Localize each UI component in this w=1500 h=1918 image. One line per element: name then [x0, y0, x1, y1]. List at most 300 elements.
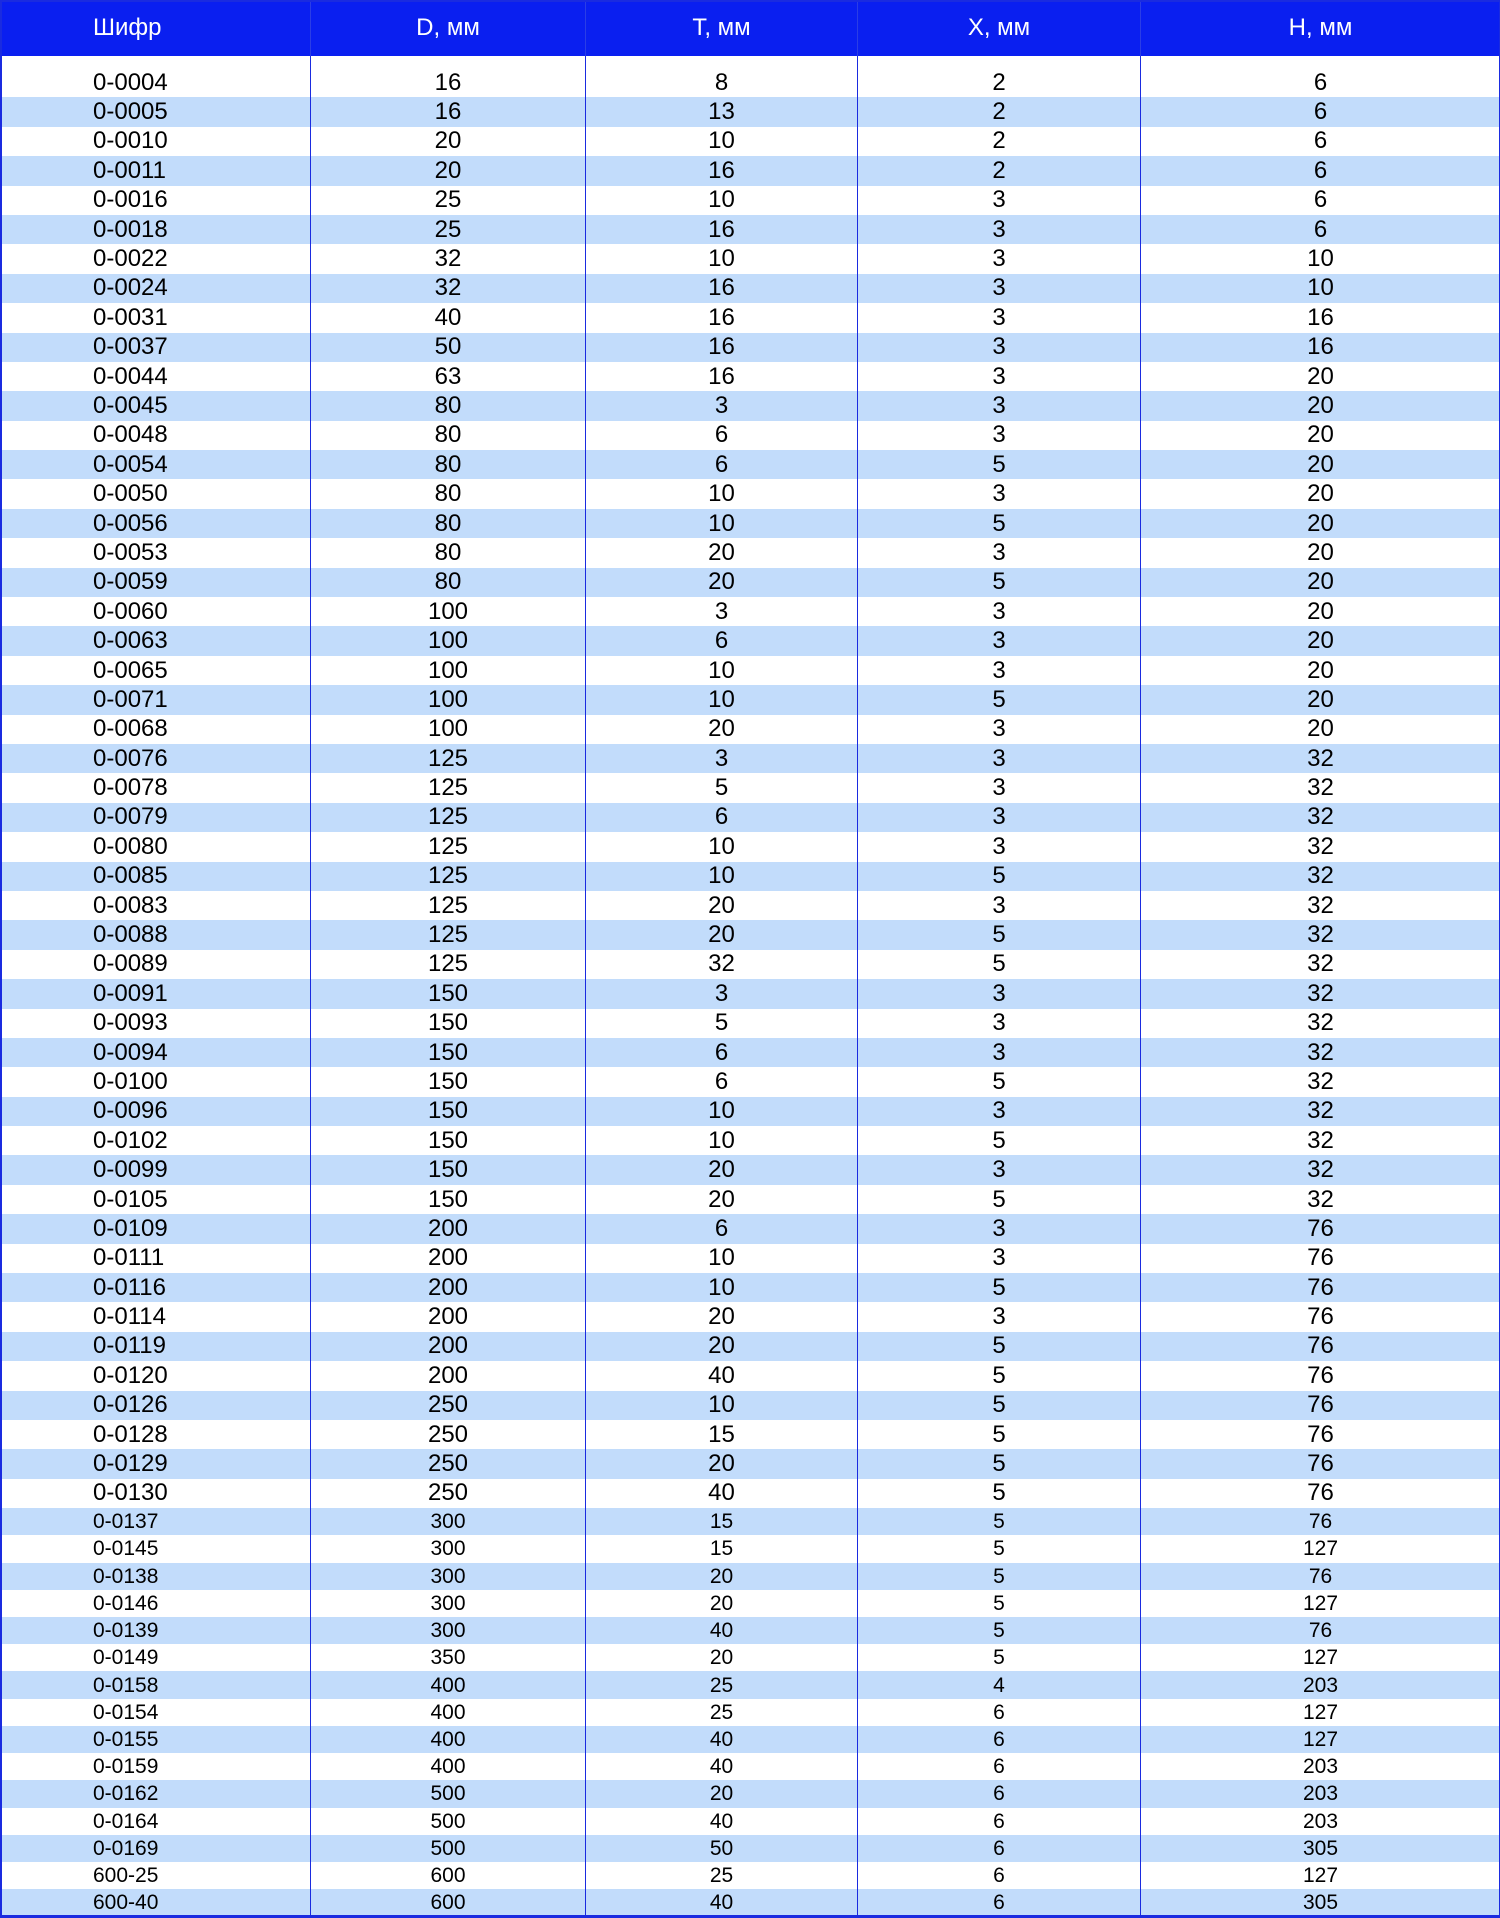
- cell-hole: 32: [1141, 891, 1500, 920]
- cell-hole: 10: [1141, 244, 1500, 273]
- cell-hole: 32: [1141, 1097, 1500, 1126]
- cell-diameter: 125: [311, 920, 586, 949]
- cell-code: 0-0120: [1, 1361, 311, 1390]
- table-row: [1, 1391, 1500, 1420]
- table-row: [1, 685, 1500, 714]
- cell-code: 0-0089: [1, 950, 311, 979]
- cell-x: 3: [858, 391, 1141, 420]
- cell-diameter: 500: [311, 1808, 586, 1835]
- table-row: [1, 950, 1500, 979]
- cell-hole: 6: [1141, 156, 1500, 185]
- table-row: [1, 979, 1500, 1008]
- table-row: [1, 1479, 1500, 1508]
- cell-code: 0-0059: [1, 568, 311, 597]
- cell-thickness: 6: [586, 1038, 858, 1067]
- table-row: [1, 1009, 1500, 1038]
- cell-x: 5: [858, 1449, 1141, 1478]
- cell-thickness: 10: [586, 244, 858, 273]
- cell-diameter: 125: [311, 950, 586, 979]
- cell-diameter: 400: [311, 1671, 586, 1698]
- table-row: [1, 1155, 1500, 1184]
- cell-hole: 20: [1141, 715, 1500, 744]
- cell-code: 0-0099: [1, 1155, 311, 1184]
- cell-code: 0-0130: [1, 1479, 311, 1508]
- cell-thickness: 20: [586, 1590, 858, 1617]
- cell-diameter: 63: [311, 362, 586, 391]
- cell-diameter: 200: [311, 1302, 586, 1331]
- table-row: [1, 538, 1500, 567]
- table-row: [1, 715, 1500, 744]
- table-row: [1, 1420, 1500, 1449]
- cell-thickness: 20: [586, 1302, 858, 1331]
- cell-x: 6: [858, 1808, 1141, 1835]
- cell-diameter: 50: [311, 333, 586, 362]
- cell-x: 3: [858, 362, 1141, 391]
- cell-thickness: 15: [586, 1508, 858, 1535]
- cell-code: 0-0158: [1, 1671, 311, 1698]
- cell-diameter: 100: [311, 626, 586, 655]
- cell-thickness: 6: [586, 1214, 858, 1243]
- cell-hole: 127: [1141, 1726, 1500, 1753]
- cell-code: 0-0109: [1, 1214, 311, 1243]
- table-row: [1, 1185, 1500, 1214]
- cell-code: 0-0100: [1, 1067, 311, 1096]
- table-row: [1, 68, 1500, 97]
- table-row: [1, 1835, 1500, 1862]
- cell-hole: 20: [1141, 656, 1500, 685]
- cell-thickness: 16: [586, 215, 858, 244]
- cell-hole: 76: [1141, 1563, 1500, 1590]
- cell-code: 0-0060: [1, 597, 311, 626]
- cell-thickness: 3: [586, 597, 858, 626]
- table-row: [1, 391, 1500, 420]
- table-row: [1, 1302, 1500, 1331]
- cell-code: 0-0056: [1, 509, 311, 538]
- cell-x: 2: [858, 156, 1141, 185]
- cell-code: 0-0079: [1, 803, 311, 832]
- cell-hole: 10: [1141, 274, 1500, 303]
- table-row: [1, 1699, 1500, 1726]
- cell-hole: 32: [1141, 1185, 1500, 1214]
- cell-hole: 203: [1141, 1671, 1500, 1698]
- cell-code: 0-0004: [1, 68, 311, 97]
- cell-hole: 16: [1141, 303, 1500, 332]
- cell-thickness: 40: [586, 1808, 858, 1835]
- cell-hole: 203: [1141, 1753, 1500, 1780]
- table-row: [1, 773, 1500, 802]
- table-row: [1, 568, 1500, 597]
- cell-code: 0-0005: [1, 97, 311, 126]
- cell-hole: 20: [1141, 597, 1500, 626]
- cell-thickness: 6: [586, 626, 858, 655]
- cell-code: 0-0065: [1, 656, 311, 685]
- header-hole: H, мм: [1141, 0, 1500, 56]
- cell-x: 3: [858, 656, 1141, 685]
- table-row: [1, 1508, 1500, 1535]
- cell-thickness: 20: [586, 538, 858, 567]
- cell-code: 0-0045: [1, 391, 311, 420]
- table-row: [1, 303, 1500, 332]
- cell-diameter: 300: [311, 1535, 586, 1562]
- cell-hole: 6: [1141, 127, 1500, 156]
- table-row: [1, 1862, 1500, 1889]
- cell-thickness: 5: [586, 1009, 858, 1038]
- spacer-cell: [858, 56, 1141, 68]
- cell-thickness: 40: [586, 1726, 858, 1753]
- cell-x: 5: [858, 1273, 1141, 1302]
- cell-code: 0-0083: [1, 891, 311, 920]
- cell-code: 0-0010: [1, 127, 311, 156]
- cell-diameter: 300: [311, 1590, 586, 1617]
- table-row: [1, 1361, 1500, 1390]
- cell-x: 6: [858, 1889, 1141, 1917]
- cell-x: 3: [858, 1155, 1141, 1184]
- cell-code: 0-0037: [1, 333, 311, 362]
- table-row: [1, 1214, 1500, 1243]
- cell-x: 6: [858, 1726, 1141, 1753]
- cell-code: 0-0044: [1, 362, 311, 391]
- cell-hole: 76: [1141, 1332, 1500, 1361]
- cell-code: 0-0145: [1, 1535, 311, 1562]
- cell-diameter: 250: [311, 1391, 586, 1420]
- cell-thickness: 10: [586, 685, 858, 714]
- cell-thickness: 10: [586, 656, 858, 685]
- cell-thickness: 3: [586, 744, 858, 773]
- table-row: [1, 215, 1500, 244]
- cell-diameter: 16: [311, 97, 586, 126]
- cell-code: 0-0085: [1, 862, 311, 891]
- table-row: [1, 1644, 1500, 1671]
- cell-diameter: 20: [311, 127, 586, 156]
- cell-code: 0-0105: [1, 1185, 311, 1214]
- cell-thickness: 40: [586, 1361, 858, 1390]
- cell-diameter: 25: [311, 186, 586, 215]
- table-row: [1, 450, 1500, 479]
- cell-x: 3: [858, 333, 1141, 362]
- cell-hole: 16: [1141, 333, 1500, 362]
- table-row: [1, 803, 1500, 832]
- cell-diameter: 125: [311, 891, 586, 920]
- cell-diameter: 125: [311, 744, 586, 773]
- cell-hole: 127: [1141, 1699, 1500, 1726]
- cell-x: 6: [858, 1835, 1141, 1862]
- cell-diameter: 150: [311, 1097, 586, 1126]
- cell-code: 0-0129: [1, 1449, 311, 1478]
- cell-diameter: 150: [311, 1155, 586, 1184]
- cell-hole: 20: [1141, 421, 1500, 450]
- cell-x: 5: [858, 1185, 1141, 1214]
- cell-diameter: 250: [311, 1449, 586, 1478]
- cell-x: 3: [858, 803, 1141, 832]
- table-row: [1, 97, 1500, 126]
- cell-thickness: 20: [586, 891, 858, 920]
- cell-hole: 32: [1141, 950, 1500, 979]
- cell-diameter: 150: [311, 979, 586, 1008]
- table-row: [1, 1097, 1500, 1126]
- cell-x: 3: [858, 421, 1141, 450]
- cell-hole: 76: [1141, 1244, 1500, 1273]
- cell-x: 3: [858, 773, 1141, 802]
- table-row: [1, 186, 1500, 215]
- cell-diameter: 200: [311, 1332, 586, 1361]
- cell-thickness: 40: [586, 1479, 858, 1508]
- cell-diameter: 600: [311, 1862, 586, 1889]
- cell-thickness: 5: [586, 773, 858, 802]
- cell-code: 0-0155: [1, 1726, 311, 1753]
- table-row: [1, 656, 1500, 685]
- cell-thickness: 25: [586, 1671, 858, 1698]
- cell-hole: 20: [1141, 509, 1500, 538]
- cell-code: 0-0137: [1, 1508, 311, 1535]
- cell-x: 3: [858, 538, 1141, 567]
- cell-x: 5: [858, 1067, 1141, 1096]
- cell-thickness: 16: [586, 362, 858, 391]
- cell-diameter: 150: [311, 1067, 586, 1096]
- cell-x: 3: [858, 626, 1141, 655]
- cell-hole: 32: [1141, 1009, 1500, 1038]
- cell-hole: 203: [1141, 1808, 1500, 1835]
- cell-hole: 32: [1141, 832, 1500, 861]
- table-row: [1, 1590, 1500, 1617]
- cell-code: 0-0128: [1, 1420, 311, 1449]
- cell-thickness: 25: [586, 1699, 858, 1726]
- cell-code: 0-0149: [1, 1644, 311, 1671]
- cell-hole: 20: [1141, 450, 1500, 479]
- table-row: [1, 744, 1500, 773]
- cell-thickness: 10: [586, 479, 858, 508]
- cell-x: 5: [858, 1420, 1141, 1449]
- spacer-cell: [586, 56, 858, 68]
- cell-thickness: 16: [586, 156, 858, 185]
- cell-hole: 32: [1141, 773, 1500, 802]
- cell-thickness: 15: [586, 1420, 858, 1449]
- cell-x: 3: [858, 744, 1141, 773]
- cell-hole: 32: [1141, 920, 1500, 949]
- cell-diameter: 150: [311, 1126, 586, 1155]
- cell-hole: 76: [1141, 1479, 1500, 1508]
- cell-diameter: 40: [311, 303, 586, 332]
- cell-code: 0-0094: [1, 1038, 311, 1067]
- table-row: [1, 1726, 1500, 1753]
- cell-hole: 32: [1141, 1067, 1500, 1096]
- cell-diameter: 100: [311, 597, 586, 626]
- cell-x: 3: [858, 215, 1141, 244]
- cell-x: 5: [858, 1508, 1141, 1535]
- cell-x: 3: [858, 479, 1141, 508]
- table-row: [1, 1617, 1500, 1644]
- cell-diameter: 500: [311, 1780, 586, 1807]
- cell-hole: 6: [1141, 68, 1500, 97]
- cell-code: 0-0164: [1, 1808, 311, 1835]
- table-row: [1, 626, 1500, 655]
- cell-code: 0-0076: [1, 744, 311, 773]
- cell-diameter: 200: [311, 1361, 586, 1390]
- cell-diameter: 125: [311, 832, 586, 861]
- table-body: [1, 56, 1500, 1917]
- cell-hole: 76: [1141, 1273, 1500, 1302]
- cell-thickness: 10: [586, 1391, 858, 1420]
- cell-x: 4: [858, 1671, 1141, 1698]
- cell-hole: 76: [1141, 1302, 1500, 1331]
- cell-x: 6: [858, 1753, 1141, 1780]
- table-row: [1, 597, 1500, 626]
- cell-code: 0-0050: [1, 479, 311, 508]
- cell-thickness: 16: [586, 333, 858, 362]
- cell-hole: 20: [1141, 479, 1500, 508]
- cell-thickness: 10: [586, 1097, 858, 1126]
- cell-x: 5: [858, 685, 1141, 714]
- cell-thickness: 25: [586, 1862, 858, 1889]
- cell-x: 5: [858, 862, 1141, 891]
- cell-thickness: 6: [586, 421, 858, 450]
- cell-code: 0-0016: [1, 186, 311, 215]
- cell-hole: 76: [1141, 1361, 1500, 1390]
- cell-hole: 6: [1141, 215, 1500, 244]
- cell-hole: 127: [1141, 1862, 1500, 1889]
- cell-x: 6: [858, 1699, 1141, 1726]
- cell-diameter: 80: [311, 421, 586, 450]
- cell-diameter: 200: [311, 1214, 586, 1243]
- table-row: [1, 920, 1500, 949]
- cell-x: 3: [858, 1214, 1141, 1243]
- cell-thickness: 10: [586, 832, 858, 861]
- cell-hole: 127: [1141, 1644, 1500, 1671]
- cell-x: 5: [858, 568, 1141, 597]
- cell-thickness: 50: [586, 1835, 858, 1862]
- cell-x: 5: [858, 509, 1141, 538]
- table-row: [1, 156, 1500, 185]
- cell-x: 3: [858, 1009, 1141, 1038]
- cell-thickness: 40: [586, 1889, 858, 1917]
- cell-hole: 76: [1141, 1420, 1500, 1449]
- cell-diameter: 80: [311, 450, 586, 479]
- cell-diameter: 80: [311, 479, 586, 508]
- spacer-cell: [311, 56, 586, 68]
- cell-code: 0-0119: [1, 1332, 311, 1361]
- cell-diameter: 32: [311, 274, 586, 303]
- table-row: [1, 1889, 1500, 1917]
- cell-thickness: 13: [586, 97, 858, 126]
- cell-diameter: 20: [311, 156, 586, 185]
- cell-diameter: 300: [311, 1508, 586, 1535]
- cell-code: 0-0078: [1, 773, 311, 802]
- cell-hole: 76: [1141, 1508, 1500, 1535]
- table-row: [1, 1535, 1500, 1562]
- cell-x: 5: [858, 1535, 1141, 1562]
- cell-x: 3: [858, 597, 1141, 626]
- cell-diameter: 400: [311, 1753, 586, 1780]
- table-row: [1, 1126, 1500, 1155]
- cell-thickness: 20: [586, 1185, 858, 1214]
- cell-thickness: 10: [586, 509, 858, 538]
- cell-x: 6: [858, 1862, 1141, 1889]
- cell-code: 0-0018: [1, 215, 311, 244]
- cell-x: 3: [858, 1244, 1141, 1273]
- cell-code: 0-0011: [1, 156, 311, 185]
- cell-diameter: 100: [311, 685, 586, 714]
- cell-hole: 32: [1141, 1155, 1500, 1184]
- cell-diameter: 16: [311, 68, 586, 97]
- table-row: [1, 1244, 1500, 1273]
- cell-x: 5: [858, 1644, 1141, 1671]
- cell-thickness: 20: [586, 920, 858, 949]
- cell-x: 5: [858, 920, 1141, 949]
- cell-code: 0-0114: [1, 1302, 311, 1331]
- cell-diameter: 350: [311, 1644, 586, 1671]
- cell-thickness: 10: [586, 1244, 858, 1273]
- table-row: [1, 362, 1500, 391]
- cell-x: 5: [858, 1563, 1141, 1590]
- cell-code: 0-0091: [1, 979, 311, 1008]
- table-row: [1, 1671, 1500, 1698]
- cell-hole: 20: [1141, 362, 1500, 391]
- cell-code: 0-0102: [1, 1126, 311, 1155]
- table-row: [1, 1332, 1500, 1361]
- cell-diameter: 300: [311, 1563, 586, 1590]
- header-thickness: T, мм: [586, 0, 858, 56]
- cell-code: 0-0031: [1, 303, 311, 332]
- cell-diameter: 80: [311, 568, 586, 597]
- cell-x: 2: [858, 97, 1141, 126]
- cell-diameter: 25: [311, 215, 586, 244]
- cell-code: 0-0162: [1, 1780, 311, 1807]
- cell-x: 3: [858, 1302, 1141, 1331]
- cell-hole: 76: [1141, 1617, 1500, 1644]
- cell-code: 0-0169: [1, 1835, 311, 1862]
- table-row: [1, 509, 1500, 538]
- table-row: [1, 333, 1500, 362]
- cell-code: 0-0111: [1, 1244, 311, 1273]
- cell-hole: 32: [1141, 803, 1500, 832]
- cell-thickness: 10: [586, 1273, 858, 1302]
- cell-x: 6: [858, 1780, 1141, 1807]
- table-row: [1, 891, 1500, 920]
- cell-diameter: 600: [311, 1889, 586, 1917]
- spacer-cell: [1, 56, 311, 68]
- table-row: [1, 1563, 1500, 1590]
- cell-code: 600-25: [1, 1862, 311, 1889]
- cell-diameter: 500: [311, 1835, 586, 1862]
- header-x: X, мм: [858, 0, 1141, 56]
- cell-thickness: 6: [586, 1067, 858, 1096]
- cell-code: 0-0048: [1, 421, 311, 450]
- table-header-row: [1, 0, 1500, 56]
- cell-diameter: 250: [311, 1420, 586, 1449]
- cell-thickness: 32: [586, 950, 858, 979]
- cell-x: 3: [858, 303, 1141, 332]
- cell-code: 0-0053: [1, 538, 311, 567]
- cell-thickness: 10: [586, 1126, 858, 1155]
- cell-x: 3: [858, 891, 1141, 920]
- table-row: [1, 1038, 1500, 1067]
- cell-x: 5: [858, 1590, 1141, 1617]
- cell-x: 3: [858, 1038, 1141, 1067]
- cell-diameter: 150: [311, 1009, 586, 1038]
- cell-code: 0-0096: [1, 1097, 311, 1126]
- cell-hole: 76: [1141, 1449, 1500, 1478]
- cell-hole: 20: [1141, 391, 1500, 420]
- cell-hole: 76: [1141, 1214, 1500, 1243]
- cell-diameter: 32: [311, 244, 586, 273]
- cell-diameter: 400: [311, 1726, 586, 1753]
- table-row: [1, 832, 1500, 861]
- cell-diameter: 300: [311, 1617, 586, 1644]
- cell-diameter: 125: [311, 803, 586, 832]
- cell-code: 0-0054: [1, 450, 311, 479]
- cell-diameter: 200: [311, 1273, 586, 1302]
- cell-x: 5: [858, 1391, 1141, 1420]
- cell-diameter: 80: [311, 538, 586, 567]
